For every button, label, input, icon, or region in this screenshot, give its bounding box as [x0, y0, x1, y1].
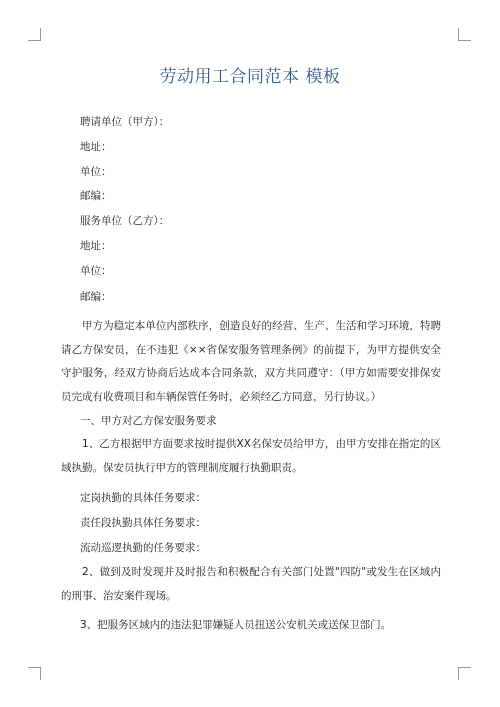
- patrol-post-requirements: 流动巡逻执勤的任务要求：: [80, 542, 206, 554]
- party-b-postcode: 邮编：: [80, 291, 112, 303]
- party-a-address: 地址：: [80, 141, 112, 153]
- item-2-paragraph: 2、做到及时发现并及时报告和积极配合有关部门处置"四防"或发生在区域内的刑事、治安案件现场。: [61, 566, 441, 602]
- party-a-unit: 单位：: [80, 166, 112, 178]
- crop-mark-top-left: [28, 28, 41, 41]
- document-title: 劳动用工合同范本 模板: [159, 67, 341, 87]
- crop-mark-bottom-left: [28, 667, 41, 680]
- crop-mark-top-right: [458, 28, 471, 41]
- party-a-postcode: 邮编：: [80, 190, 112, 202]
- fixed-post-requirements: 定岗执勤的具体任务要求：: [80, 492, 206, 504]
- preamble-paragraph: 甲方为稳定本单位内部秩序，创造良好的经营、生产、生活和学习环境，特聘请乙方保安员，在不违犯《××省保安服务管理条例》的前提下，为甲方提供安全守护服务，经双方协商后达成本合同条款，双方共同遵守：（甲方如需要安排保安员完成有收费项目和车辆保管任务时，必须经乙方同意，另行协议。）: [61, 320, 441, 403]
- item-3-paragraph: 3、把服务区域内的违法犯罪嫌疑人员扭送公安机关或送保卫部门。: [80, 619, 392, 631]
- section1-heading: 一、甲方对乙方保安服务要求: [80, 415, 217, 427]
- item-1-paragraph: 1、乙方根据甲方面要求按时提供XX名保安员给甲方，由甲方安排在指定的区域执勤。保安员执行甲方的管理制度履行执勤职责。: [61, 438, 441, 474]
- party-b-address: 地址：: [80, 240, 112, 252]
- party-b-unit: 单位：: [80, 265, 112, 277]
- party-a-label: 聘请单位（甲方）：: [80, 116, 170, 128]
- party-b-label: 服务单位（乙方）：: [80, 215, 170, 227]
- section-post-requirements: 责任段执勤具体任务要求：: [80, 517, 206, 529]
- crop-mark-bottom-right: [458, 667, 471, 680]
